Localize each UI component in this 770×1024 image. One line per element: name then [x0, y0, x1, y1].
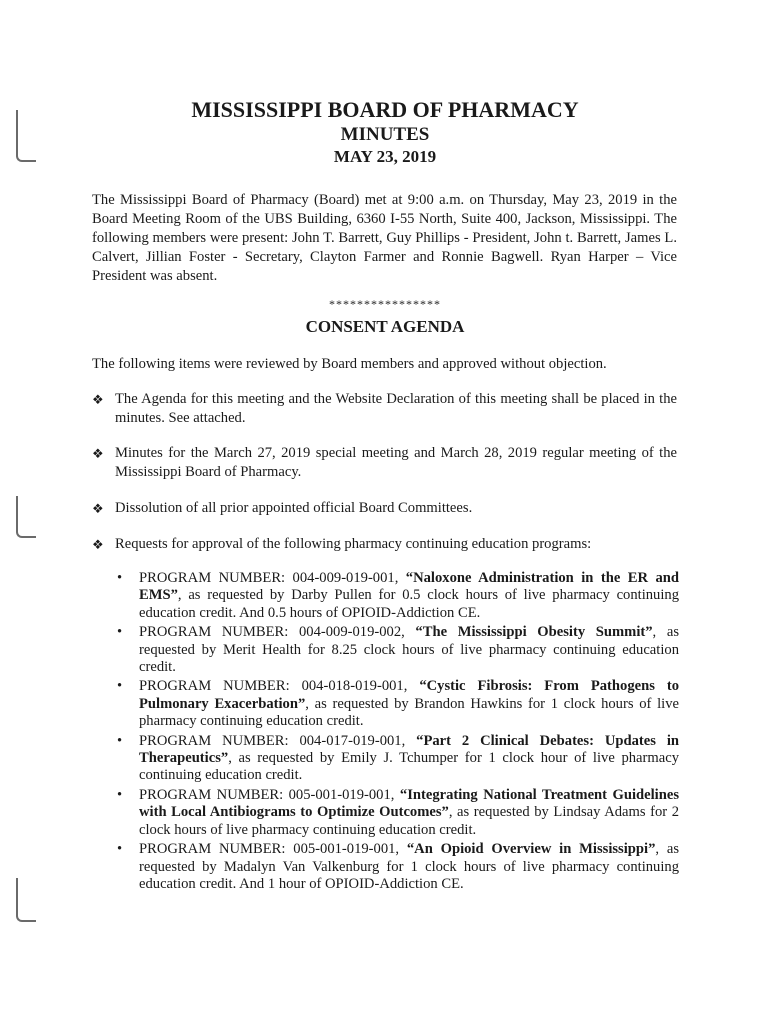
program-details: , as requested by Brandon Hawkins for 1 clock hours of live pharmacy continuing education credit. [139, 695, 679, 730]
program-prefix: PROGRAM NUMBER: 004-009-019-002, [139, 624, 416, 641]
program-details: , as requested by Lindsay Adams for 2 clock hours of live pharmacy continuing education credit. [139, 804, 679, 838]
program-item [117, 624, 679, 676]
program-item [117, 733, 679, 785]
program-title: “Naloxone Administration in the ER and EMS” [139, 570, 679, 604]
consent-item-text: Dissolution of all prior appointed official Board Committees. [115, 500, 473, 516]
intro-paragraph: The Mississippi Board of Pharmacy (Board) met at 9:00 a.m. on Thursday, May 23, 2019 in the Board Meeting Room of the UBS Building, 6360 I-55 North, Suite 400, Jackson, Mississippi. The following members were present: John T. Barrett, Guy Phillips - President, John t. Barrett, James L. Calvert, Jillian Foster - Secretary, Clayton Farmer and Ronnie Bagwell. Ryan Harper – Vice President was absent. [92, 192, 677, 284]
binder-mark-bottom [16, 878, 36, 922]
org-title: MISSISSIPPI BOARD OF PHARMACY [191, 97, 579, 122]
program-title: “Cystic Fibrosis: From Pathogens to Pulmonary Exacerbation” [139, 678, 680, 712]
consent-lead-text: The following items were reviewed by Board members and approved without objection. [92, 356, 607, 372]
diamond-bullet-icon: ❖ [92, 501, 104, 516]
consent-item [92, 535, 677, 554]
consent-item [92, 499, 677, 518]
consent-item-text: The Agenda for this meeting and the Website Declaration of this meeting shall be placed in the minutes. See attached. [115, 391, 677, 426]
program-item [117, 570, 679, 622]
program-list [117, 570, 679, 895]
bullet-dot-icon: • [117, 678, 123, 695]
program-prefix: PROGRAM NUMBER: 005-001-019-001, [139, 786, 400, 803]
program-details: , as requested by Emily J. Tchumper for 1 clock hour of live pharmacy continuing education credit. [139, 750, 679, 784]
program-details: , as requested by Madalyn Van Valkenburg for 1 clock hours of live pharmacy continuing education credit. And 1 hour of OPIOID-Addiction CE. [139, 841, 679, 892]
separator-stars: **************** [329, 297, 441, 311]
program-prefix: PROGRAM NUMBER: 004-018-019-001, [139, 678, 420, 695]
diamond-bullet-icon: ❖ [92, 537, 104, 552]
consent-agenda-title: CONSENT AGENDA [305, 317, 465, 336]
program-prefix: PROGRAM NUMBER: 004-017-019-001, [139, 732, 417, 749]
program-item [117, 841, 679, 893]
bullet-dot-icon: • [117, 570, 123, 586]
program-details: , as requested by Merit Health for 8.25 clock hours of live pharmacy continuing education credit. [139, 624, 680, 676]
program-title: “The Mississippi Obesity Summit” [415, 624, 653, 641]
doc-type-title: MINUTES [340, 124, 430, 145]
bullet-dot-icon: • [117, 624, 123, 641]
program-item [117, 678, 679, 730]
consent-item [92, 444, 677, 482]
program-title: “Part 2 Clinical Debates: Updates in Therapeutics” [139, 732, 679, 767]
program-prefix: PROGRAM NUMBER: 005-001-019-001, [139, 841, 407, 858]
diamond-bullet-icon: ❖ [92, 392, 104, 407]
diamond-bullet-icon: ❖ [92, 446, 104, 461]
program-item [117, 787, 679, 839]
bullet-dot-icon: • [117, 786, 123, 803]
bullet-dot-icon: • [117, 732, 123, 749]
program-title: “An Opioid Overview in Mississippi” [406, 841, 656, 858]
program-prefix: PROGRAM NUMBER: 004-009-019-001, [139, 570, 406, 586]
bullet-dot-icon: • [117, 841, 123, 858]
consent-item-text: Minutes for the March 27, 2019 special meeting and March 28, 2019 regular meeting of the Mississippi Board of Pharmacy. [115, 445, 677, 480]
program-title: “Integrating National Treatment Guidelines with Local Antibiograms to Optimize Outcomes” [139, 786, 679, 821]
consent-item-text: Requests for approval of the following pharmacy continuing education programs: [115, 536, 592, 552]
program-details: , as requested by Darby Pullen for 0.5 clock hours of live pharmacy continuing education credit. And 0.5 hours of OPIOID-Addiction CE. [139, 587, 679, 621]
binder-mark-middle [16, 496, 36, 538]
meeting-date: MAY 23, 2019 [333, 147, 437, 166]
consent-item [92, 390, 677, 428]
